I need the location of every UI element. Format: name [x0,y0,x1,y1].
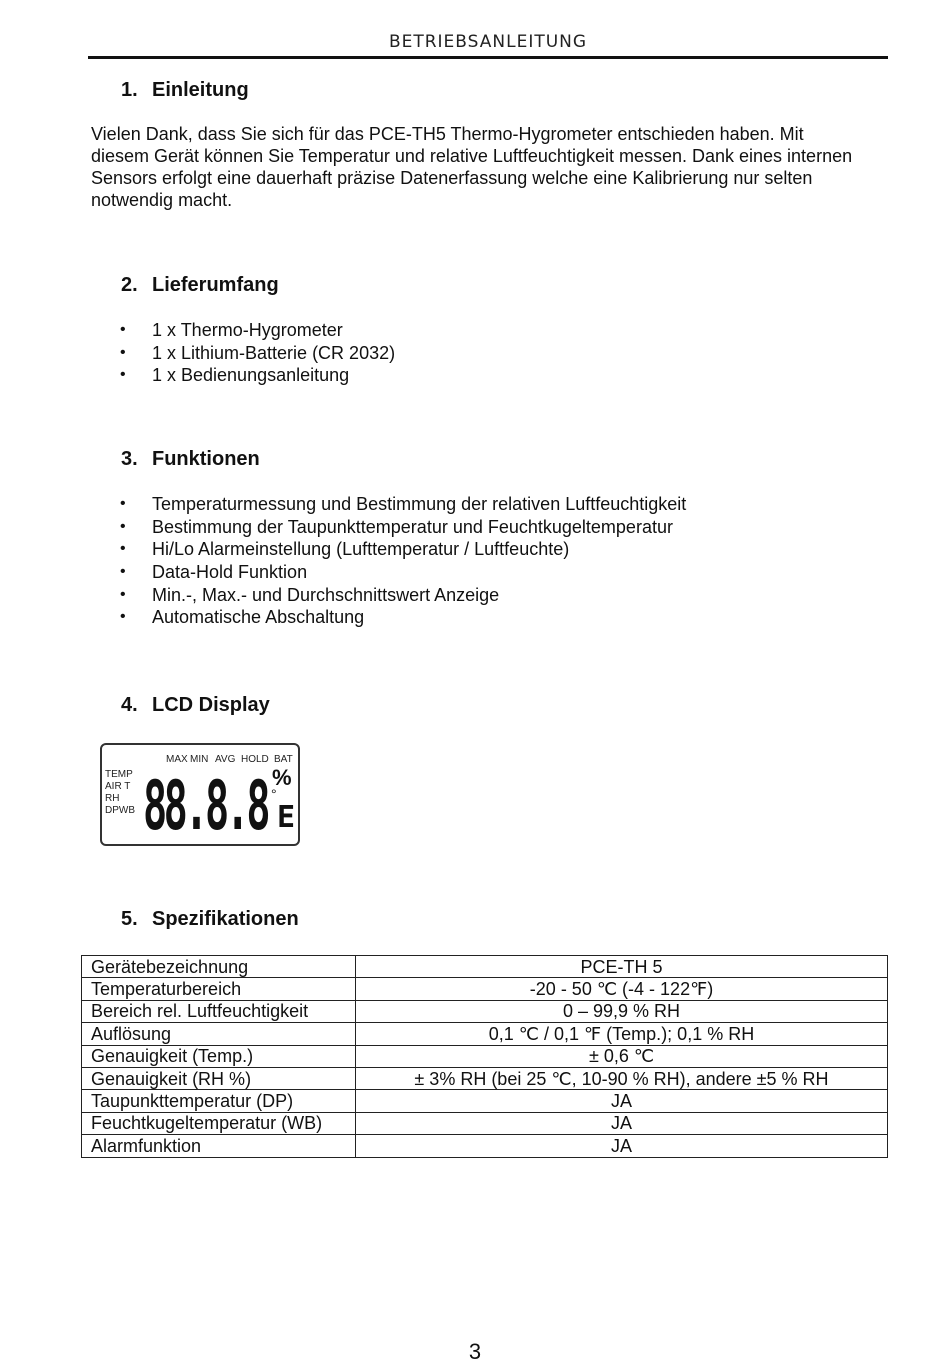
table-row [82,1090,888,1112]
lcd-segment-graphic [102,745,300,846]
spec-value: JA [356,1090,888,1112]
section-heading-einleitung [121,79,249,102]
table-row [82,1023,888,1045]
lcd-unit-e: E [277,800,296,835]
section-number: 2. [121,274,138,296]
spec-value: JA [356,1112,888,1134]
spec-label: Temperaturbereich [82,978,356,1000]
spec-value: JA [356,1135,888,1157]
intro-line: Vielen Dank, dass Sie sich für das PCE-TH5 Thermo-Hygrometer entschieden haben. Mit [91,124,804,144]
section-heading-spezifikationen [121,908,299,931]
spec-label: Alarmfunktion [82,1135,356,1157]
list-item: • Temperaturmessung und Bestimmung der relativen Luftfeuchtigkeit [120,493,686,516]
spec-label: Bereich rel. Luftfeuchtigkeit [82,1000,356,1022]
lcd-label-temp: TEMP [105,769,133,780]
table-row [82,956,888,978]
specifications-table [81,955,888,1158]
list-item: • Data-Hold Funktion [120,561,686,584]
section-title: Einleitung [152,79,249,101]
section-heading-funktionen [121,448,260,471]
functions-list [120,493,686,629]
table-row [82,1067,888,1089]
list-item: • 1 x Bedienungsanleitung [120,364,395,387]
lcd-label-rh: RH [105,793,120,804]
running-header: BETRIEBSANLEITUNG [388,32,588,52]
lcd-label-avg: AVG [215,754,236,765]
intro-line: diesem Gerät können Sie Temperatur und relative Luftfeuchtigkeit messen. Dank eines internen [91,146,853,166]
intro-line: notwendig macht. [91,190,233,210]
lcd-label-max: MAX [166,754,188,765]
lcd-label-hold: HOLD [241,754,269,765]
table-row [82,1000,888,1022]
section-title: Funktionen [152,448,260,470]
section-heading-lieferumfang [121,274,279,297]
lcd-display-figure [100,743,300,846]
section-title: Spezifikationen [152,908,299,930]
table-row [82,1045,888,1067]
lcd-digits: 88.8.8 [143,767,269,846]
spec-value: 0,1 ℃ / 0,1 ℉ (Temp.); 0,1 % RH [356,1023,888,1045]
section-number: 1. [121,79,138,101]
spec-value: -20 - 50 ℃ (-4 - 122℉) [356,978,888,1000]
list-item: • 1 x Thermo-Hygrometer [120,319,395,342]
section-number: 5. [121,908,138,930]
spec-label: Taupunkttemperatur (DP) [82,1090,356,1112]
list-item: • Min.-, Max.- und Durchschnittswert Anzeige [120,584,686,607]
table-row [82,1135,888,1157]
list-item: • Hi/Lo Alarmeinstellung (Lufttemperatur / Luftfeuchte) [120,538,686,561]
spec-value: ± 0,6 ℃ [356,1045,888,1067]
spec-label: Feuchtkugeltemperatur (WB) [82,1112,356,1134]
section-title: Lieferumfang [152,274,279,296]
lcd-label-min: MIN [190,754,209,765]
section-heading-lcd-display [121,694,270,717]
spec-label: Genauigkeit (RH %) [82,1067,356,1089]
lcd-degree-sign: ° [271,786,277,802]
spec-label: Genauigkeit (Temp.) [82,1045,356,1067]
section-title: LCD Display [152,694,270,716]
table-row [82,978,888,1000]
lcd-percent-sign: % [272,765,292,790]
intro-line: Sensors erfolgt eine dauerhaft präzise Datenerfassung welche eine Kalibrierung nur selten [91,168,813,188]
intro-paragraph [91,123,891,211]
table-row [82,1112,888,1134]
spec-label: Auflösung [82,1023,356,1045]
spec-value: 0 – 99,9 % RH [356,1000,888,1022]
spec-label: Gerätebezeichnung [82,956,356,978]
list-item: • 1 x Lithium-Batterie (CR 2032) [120,342,395,365]
section-number: 3. [121,448,138,470]
section-number: 4. [121,694,138,716]
delivery-list [120,319,395,387]
header-rule [88,56,888,59]
page-number: 3 [468,1339,482,1364]
list-item: • Automatische Abschaltung [120,606,686,629]
lcd-label-bat: BAT [274,754,293,765]
list-item: • Bestimmung der Taupunkttemperatur und Feuchtkugeltemperatur [120,516,686,539]
spec-value: PCE-TH 5 [356,956,888,978]
lcd-label-air-t: AIR T [105,781,131,792]
lcd-label-dpwb: DPWB [105,805,135,816]
spec-value: ± 3% RH (bei 25 ℃, 10-90 % RH), andere ±5 % RH [356,1067,888,1089]
